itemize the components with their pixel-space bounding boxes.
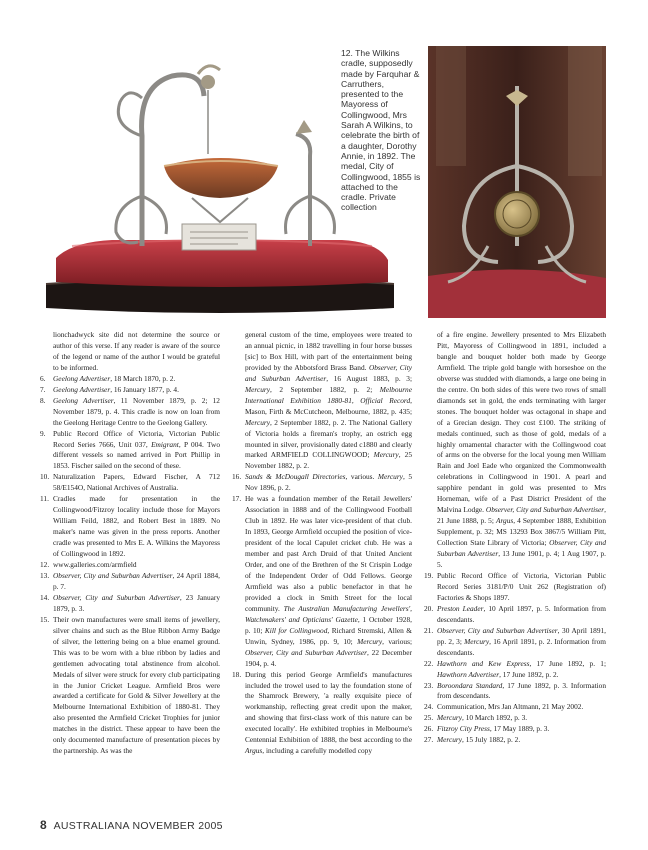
endnote <box>40 494 220 560</box>
text-column-1 <box>40 330 220 757</box>
endnote-text: Communication, Mrs Jan Altmann, 21 May 2002. <box>437 702 584 712</box>
endnote-number: 9. <box>40 428 46 438</box>
endnote-text: Observer, City and Suburban Advertiser, 30 April 1891, pp. 2, 3; Mercury, 16 April 1891, p. 2. Information from descendants. <box>437 625 607 657</box>
endnote <box>424 571 606 604</box>
endnote-number: 10. <box>40 472 50 482</box>
endnotes-list-1 <box>40 374 220 757</box>
endnote <box>232 494 412 669</box>
endnote-text: Preston Leader, 10 April 1897, p. 5. Information from descendants. <box>437 603 606 624</box>
endnote-number: 24. <box>424 702 434 712</box>
endnote-text: Naturalization Papers, Edward Fischer, A 712 58/E154O, National Archives of Australia. <box>53 472 220 493</box>
page-footer <box>40 818 223 832</box>
endnote <box>424 713 606 724</box>
endnote-number: 25. <box>424 713 434 723</box>
endnote <box>424 724 606 735</box>
endnote-number: 21. <box>424 625 434 635</box>
endnote <box>40 472 220 494</box>
endnote-text: Public Record Office of Victoria, Victorian Public Record Series 3181/P/0 Unit 262 (Registration of) Factories & Shops 1897. <box>437 570 606 602</box>
endnote-text: Observer, City and Suburban Advertiser, 23 January 1879, p. 3. <box>53 592 220 613</box>
endnote-text: He was a foundation member of the Retail Jewellers' Association in 1888 and of the Collingwood Football Club in 1892. He was later vice-president of that club. In 1893, George Armfield occupied the position of vice-president of the local Capulet cricket club. He was a member and past Arch Druid of that United Ancient Order, and one of the Brethren of the St Crispin Lodge of the Independent Order of Odd Fellows. George Armfield was also a public benefactor in that he provided a clock in Smith Street for the local community. The Australian Manufacturing Jewellers', Watchmakers' and Opticians' Gazette, 1 October 1928, p. 10; Kill for Collingwood, Richard Stremski, Allen & Unwin, Sydney, 1986, pp. 9, 10; Mercury, various; Observer, City and Suburban Advertiser, 22 December 1904, p. 4. <box>245 494 413 668</box>
endnote-number: 6. <box>40 373 46 383</box>
endnote <box>40 385 220 396</box>
endnote-text: www.galleries.com/armfield <box>53 560 137 570</box>
endnote-text: Hawthorn and Kew Express, 17 June 1892, p. 1; Hawthorn Advertiser, 17 June 1892, p. 2. <box>437 658 606 679</box>
endnote-number: 7. <box>40 384 46 394</box>
endnote-number: 19. <box>424 570 434 580</box>
endnote-number: 18. <box>232 669 242 679</box>
endnote <box>424 626 606 659</box>
endnote-number: 17. <box>232 494 242 504</box>
endnote-text: Cradles made for presentation in the Collingwood/Fitzroy locality include those for Mayors William Feild, 1882, and Robert Best in 1889. No maker's name was given in the press reports. Another cradle was presented to Mrs E. A. Wilkins the Mayoress of Collingwood in 1892. <box>53 494 220 559</box>
column-3-intro: of a fire engine. Jewellery presented to Mrs Elizabeth Pitt, Mayoress of Collingwood in 1891, included a bangle and bouquet holder both made by George Armfield. The triple gold bangle with horseshoe on the obverse was studded with diamonds, a large one being in the centre. On both sides of this were two rows of small diamonds set in gold, the ends terminating with larger stones. The bouquet holder was octagonal in shape and of a Grecian design. They cost £100. The striking of medals continued, such as those of gold, medals of a highly ornamental character with the Collingwood coat of arms on the obverse for the local young men William Rain and Joel Eade who organized the Commonwealth celebrations in Collingwood in 1901. A pearl and sapphire pendant in gold was presented to Mrs Horneman, wife of a Past District President of the Malvina Lodge. Observer, City and Suburban Advertiser, 21 June 1888, p. 5; Argus, 4 September 1888, Exhibition Supplement, p. 32; MS 13293 Box 3867/5 William Pitt, Collection State Library of Victoria; Observer, City and Suburban Advertiser, 13 June 1901, p. 4; 1 Aug 1907, p. 5. <box>437 330 606 570</box>
endnote-number: 8. <box>40 395 46 405</box>
endnote <box>424 702 606 713</box>
endnote <box>424 659 606 681</box>
endnote-text: Geelong Advertiser, 11 November 1879, p. 2; 12 November 1879, p. 4. This cradle is now on loan from the Geelong Heritage Centre to the Geelong Gallery. <box>53 395 220 427</box>
endnote-number: 22. <box>424 658 434 668</box>
endnote-text: Geelong Advertiser, 16 January 1877, p. 4. <box>53 384 179 394</box>
endnote-number: 26. <box>424 724 434 734</box>
endnote <box>40 396 220 429</box>
endnote <box>40 429 220 473</box>
endnote-text: During this period George Armfield's manufactures included the trowel used to lay the foundation stone of the Shamrock Brewery, 'a really exquisite piece of workmanship, reflecting great credit upon the maker, and showing that first-class work of this nature can be executed locally'. He exhibited trophies in Melbourne's Centennial Exhibition of 1888, the best according to the Argus, including a carefully modelled copy <box>245 669 412 756</box>
endnote-text: Geelong Advertiser, 18 March 1870, p. 2. <box>53 373 176 383</box>
endnote <box>232 670 412 758</box>
figure-caption: 12. The Wilkins cradle, supposedly made by Farquhar & Carruthers, presented to the Mayoress of Collingwood, Mrs Sarah A Wilkins, to celebrate the birth of a daughter, Dorothy Annie, in 1892. The medal, City of Collingwood, 1855 is attached to the cradle. Private collection <box>341 48 421 213</box>
endnote-text: Fitzroy City Press, 17 May 1889, p. 3. <box>437 724 550 734</box>
medal-illustration <box>428 46 606 318</box>
endnote-text: Observer, City and Suburban Advertiser, 24 April 1884, p. 7. <box>53 570 221 591</box>
medal-photo <box>428 46 606 318</box>
endnotes-list-2 <box>232 472 412 757</box>
endnote-text: Their own manufactures were small items of jewellery, silver chains and such as the Blue Ribbon Army Badge of silver, the lettering being on a blue enamel ground. This was to be worn with a blue ribbon by ladies and gentlemen advocating total abstinence from alcohol. Medals of silver were struck for every club participating in the Junior Cricket League. Armfield Bros were awarded a certificate for Gold & Silver Jewellery at the Melbourne International Exhibition of 1880-81. They also presented the Armfield Cricket Trophies for junior matches in the district. These appear to have been the only documented manufacture of presentation pieces by the partnership. As was the <box>53 614 220 756</box>
endnotes-list-3 <box>424 571 606 746</box>
endnote-number: 16. <box>232 472 242 482</box>
endnote <box>424 681 606 703</box>
column-2-intro: general custom of the time, employees were treated to an annual picnic, in 1882 travelling in four horse busses [sic] to Box Hill, with part of the entertainment being provided by the Abbotsford Brass Band. Observer, City and Suburban Advertiser, 16 August 1883, p. 3; Mercury, 2 September 1882, p. 2; Melbourne International Exhibition 1880-81, Official Record, Mason, Firth & McCutcheon, Melbourne, 1882, p. 435; Mercury, 2 September 1882, p. 2. The National Gallery of Victoria holds a fireman's trophy, an ostrich egg mounted in silver, provisionally dated c1880 and clearly marked ARMFIELD COLLINGWOOD; Mercury, 25 November 1882, p. 2. <box>245 330 412 471</box>
endnote <box>40 571 220 593</box>
endnote-number: 14. <box>40 592 50 602</box>
endnote-text: Mercury, 15 July 1882, p. 2. <box>437 735 521 745</box>
text-column-3 <box>424 330 606 746</box>
endnote-text: Sands & McDougall Directories, various. Mercury, 5 Nov 1896, p. 2. <box>245 472 412 493</box>
page-number: 8 <box>40 818 47 832</box>
endnote-number: 15. <box>40 614 50 624</box>
endnote <box>424 604 606 626</box>
endnote-number: 20. <box>424 603 434 613</box>
endnote-number: 23. <box>424 680 434 690</box>
text-column-2 <box>232 330 412 757</box>
column-1-intro: lionchadwyck site did not determine the source or author of this verse. If any reader is aware of the source of the legend or name of the author I would be grateful to be informed. <box>53 330 220 372</box>
endnote-number: 13. <box>40 570 50 580</box>
endnote-number: 27. <box>424 735 434 745</box>
endnote <box>40 374 220 385</box>
endnote-text: Public Record Office of Victoria, Victorian Public Record Series 7666, Unit 037, Emigrant, P 004. Two different vessels so named arrived in Port Phillip in 1853. Fischer sailed on the second of these. <box>53 428 221 471</box>
endnote <box>232 472 412 494</box>
endnote <box>40 560 220 571</box>
endnote-text: Boroondara Standard, 17 June 1892, p. 3. Information from descendants. <box>437 680 606 701</box>
endnote-number: 12. <box>40 560 50 570</box>
endnote-number: 11. <box>40 494 49 504</box>
endnote <box>424 735 606 746</box>
endnote-text: Mercury, 10 March 1892, p. 3. <box>437 713 528 723</box>
publication-title: AUSTRALIANA NOVEMBER 2005 <box>53 820 223 832</box>
endnote <box>40 615 220 757</box>
endnote <box>40 593 220 615</box>
